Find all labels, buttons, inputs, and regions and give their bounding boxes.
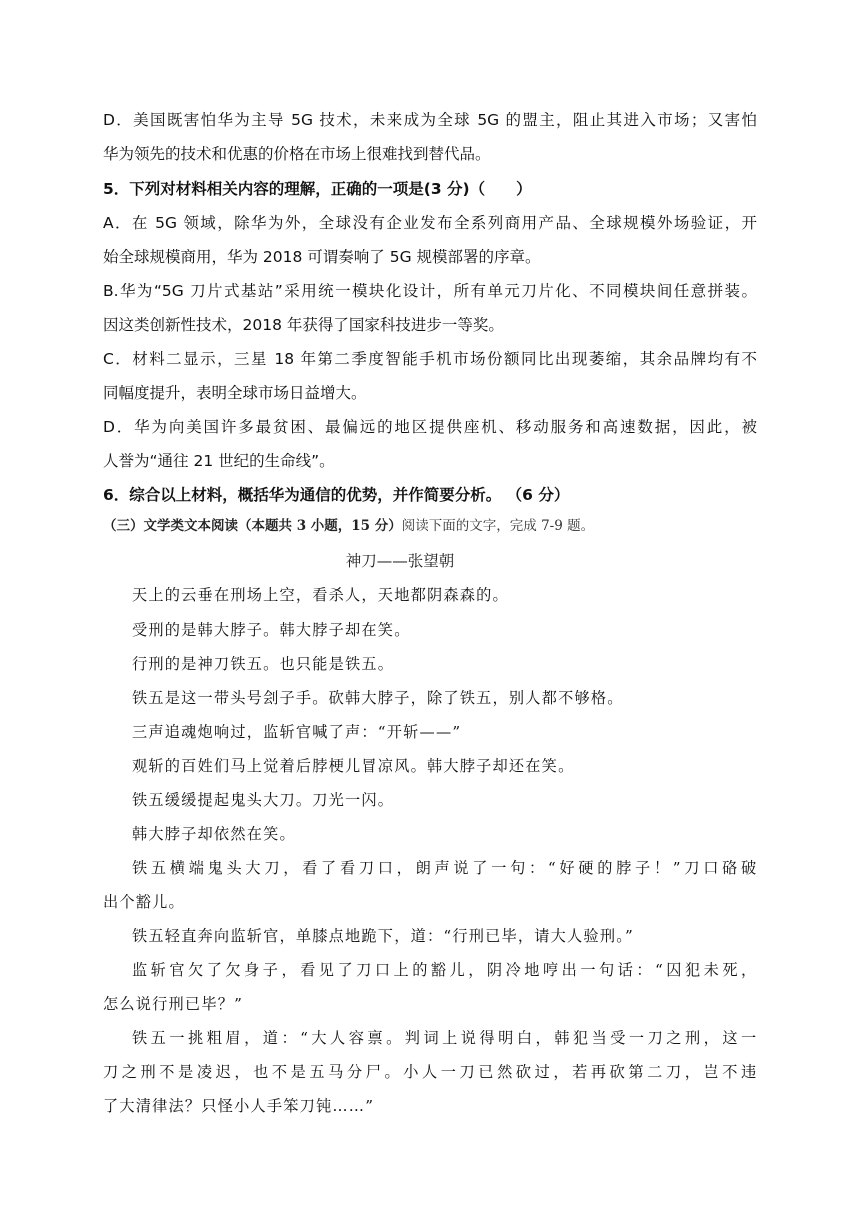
story-title-wrap (0, 549, 860, 571)
story-paragraph: 受刑的是韩大脖子。韩大脖子却在笑。 (132, 621, 411, 639)
story-paragraph: 三声追魂炮响过，监斩官喊了声：“开斩——” (132, 723, 462, 741)
story-paragraph: 天上的云垂在刑场上空，看杀人，天地都阴森森的。 (132, 586, 509, 604)
q5-option-d-line1: D．华为向美国许多最贫困、最偏远的地区提供座机、移动服务和高速数据，因此，被 (103, 418, 757, 436)
story-paragraph: 铁五轻直奔向监斩官，单膝点地跪下，道：“行刑已毕，请大人验刑。” (132, 927, 634, 945)
story-paragraph: 行刑的是神刀铁五。也只能是铁五。 (132, 655, 395, 673)
story-paragraph: 韩大脖子却依然在笑。 (132, 825, 296, 843)
story-paragraph-line: 铁五横端鬼头大刀，看了看刀口，朗声说了一句：“好硬的脖子！”刀口硌破 (132, 859, 757, 877)
q4-option-d-line2: 华为领先的技术和优惠的价格在市场上很难找到替代品。 (103, 145, 491, 163)
q5-option-b-line1: B.华为“5G 刀片式基站”采用统一模块化设计，所有单元刀片化、不同模块间任意拼装。 (103, 282, 757, 300)
story-paragraph: 铁五是这一带头号刽子手。砍韩大脖子，除了铁五，别人都不够格。 (132, 689, 624, 707)
q5-option-a-line1: A．在 5G 领域，除华为外，全球没有企业发布全系列商用产品、全球规模外场验证，开 (103, 214, 757, 232)
q6-stem: 6．综合以上材料，概括华为通信的优势，并作简要分析。 （6 分） (103, 486, 570, 504)
q5-stem: 5．下列对材料相关内容的理解，正确的一项是(3 分)（ ） (103, 180, 532, 198)
q5-option-a-line2: 始全球规模商用，华为 2018 可谓奏响了 5G 规模部署的序章。 (103, 248, 541, 266)
story-paragraph: 铁五缓缓提起鬼头大刀。刀光一闪。 (132, 791, 395, 809)
q5-option-c-line2: 同幅度提升，表明全球市场日益增大。 (103, 384, 367, 402)
story-paragraph-line: 怎么说行刑已毕？” (103, 995, 244, 1013)
q5-option-d-line2: 人誉为“通往 21 世纪的生命线”。 (103, 452, 335, 470)
story-paragraph-line: 出个豁儿。 (103, 893, 185, 911)
section3-instruction: 阅读下面的文字，完成 7-9 题。 (401, 518, 595, 534)
story-paragraph-line: 铁五一挑粗眉，道：“大人容禀。判词上说得明白，韩犯当受一刀之刑，这一 (132, 1029, 757, 1047)
story-paragraph-line: 了大清律法？只怪小人手笨刀钝……” (103, 1097, 375, 1115)
q5-option-b-line2: 因这类创新性技术，2018 年获得了国家科技进步一等奖。 (103, 316, 504, 334)
story-paragraph-line: 监斩官欠了欠身子，看见了刀口上的豁儿，阴冷地哼出一句话：“囚犯未死， (132, 961, 757, 979)
q5-option-c-line1: C．材料二显示，三星 18 年第二季度智能手机市场份额同比出现萎缩，其余品牌均有不 (103, 350, 757, 368)
story-paragraph-line: 刀之刑不是凌迟，也不是五马分尸。小人一刀已然砍过，若再砍第二刀，岂不违 (103, 1063, 757, 1081)
story-title: 神刀——张望朝 (345, 552, 455, 570)
section3-heading: （三）文学类文本阅读（本题共 3 小题，15 分） (103, 518, 402, 534)
story-paragraph: 观斩的百姓们马上觉着后脖梗儿冒凉风。韩大脖子却还在笑。 (132, 757, 575, 775)
q4-option-d-line1: D．美国既害怕华为主导 5G 技术，未来成为全球 5G 的盟主，阻止其进入市场；又害怕 (103, 111, 757, 129)
section3-header (103, 514, 594, 534)
